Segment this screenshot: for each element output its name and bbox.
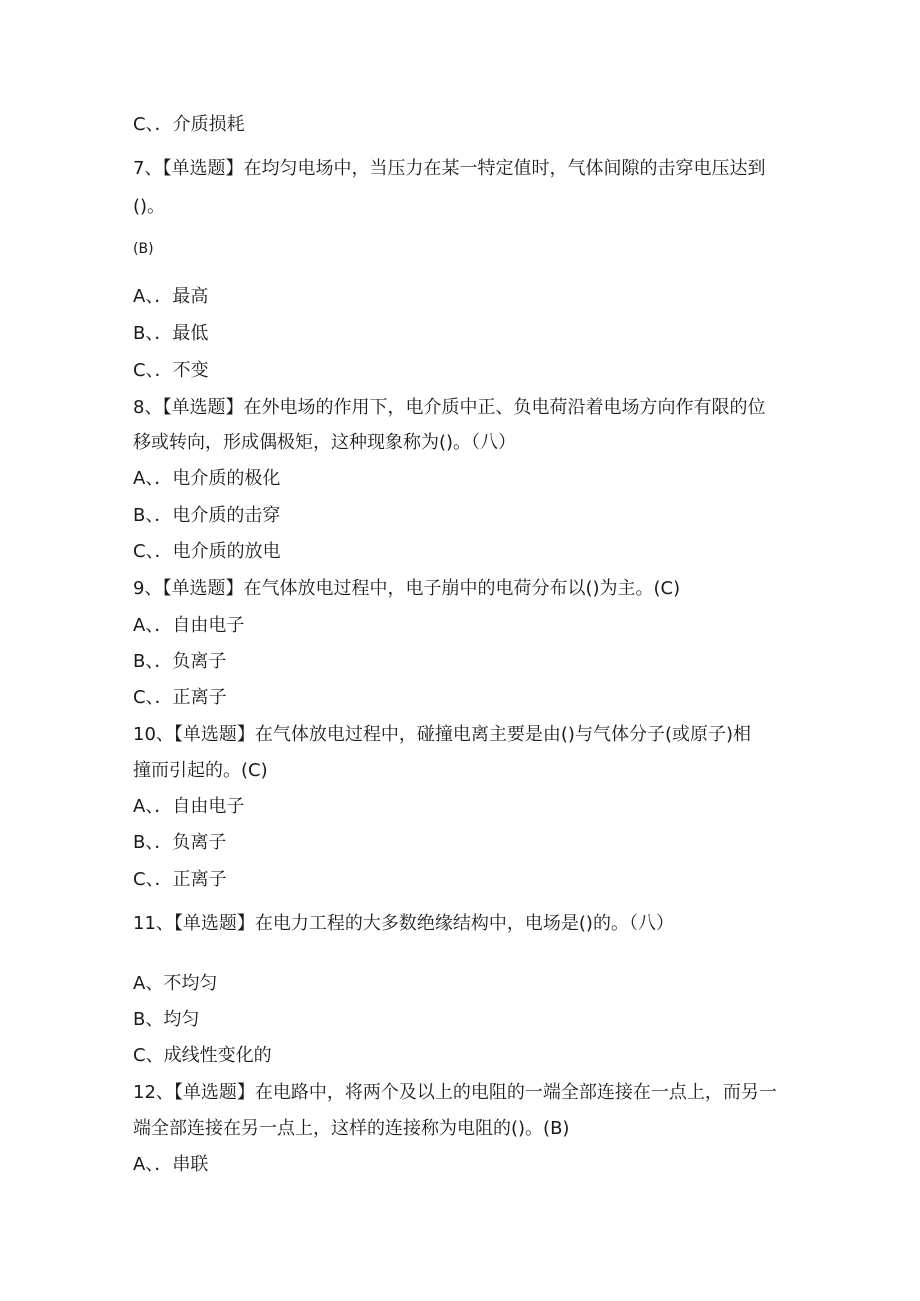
option-c: C、．正离子 [133,687,227,708]
option-a: A、．自由电子 [133,796,245,817]
question-11: 11、【单选题】在电力工程的大多数绝缘结构中，电场是()的。（八） [133,913,674,934]
option-a: A、不均匀 [133,973,218,994]
line-c-dielectric-loss: C、．介质损耗 [133,114,245,135]
option-a: A、．最高 [133,286,209,307]
option-c: C、．正离子 [133,869,227,890]
question-12: 12、【单选题】在电路中，将两个及以上的电阻的一端全部连接在一点上，而另一 [133,1082,777,1103]
question-7-answer: (B) [133,241,154,257]
option-b: B、．负离子 [133,832,227,853]
option-a: A、．串联 [133,1154,209,1175]
question-10-cont: 撞而引起的。(C) [133,760,268,781]
question-8-cont: 移或转向，形成偶极矩，这种现象称为()。（八） [133,432,517,453]
question-9: 9、【单选题】在气体放电过程中，电子崩中的电荷分布以()为主。(C) [133,578,681,599]
option-c: C、成线性变化的 [133,1045,272,1066]
question-12-cont: 端全部连接在另一点上，这样的连接称为电阻的()。(B) [133,1118,570,1139]
option-b: B、均匀 [133,1009,200,1030]
option-b: B、．负离子 [133,651,227,672]
option-b: B、．最低 [133,323,209,344]
option-a: A、．电介质的极化 [133,468,281,489]
option-b: B、．电介质的击穿 [133,505,281,526]
option-a: A、．自由电子 [133,615,245,636]
question-7-cont: ()。 [133,196,166,217]
question-7: 7、【单选题】在均匀电场中，当压力在某一特定值时，气体间隙的击穿电压达到 [133,158,766,179]
question-10: 10、【单选题】在气体放电过程中，碰撞电离主要是由()与气体分子(或原子)相 [133,724,751,745]
option-c: C、．不变 [133,360,209,381]
question-8: 8、【单选题】在外电场的作用下，电介质中正、负电荷沿着电场方向作有限的位 [133,397,766,418]
option-c: C、．电介质的放电 [133,541,281,562]
